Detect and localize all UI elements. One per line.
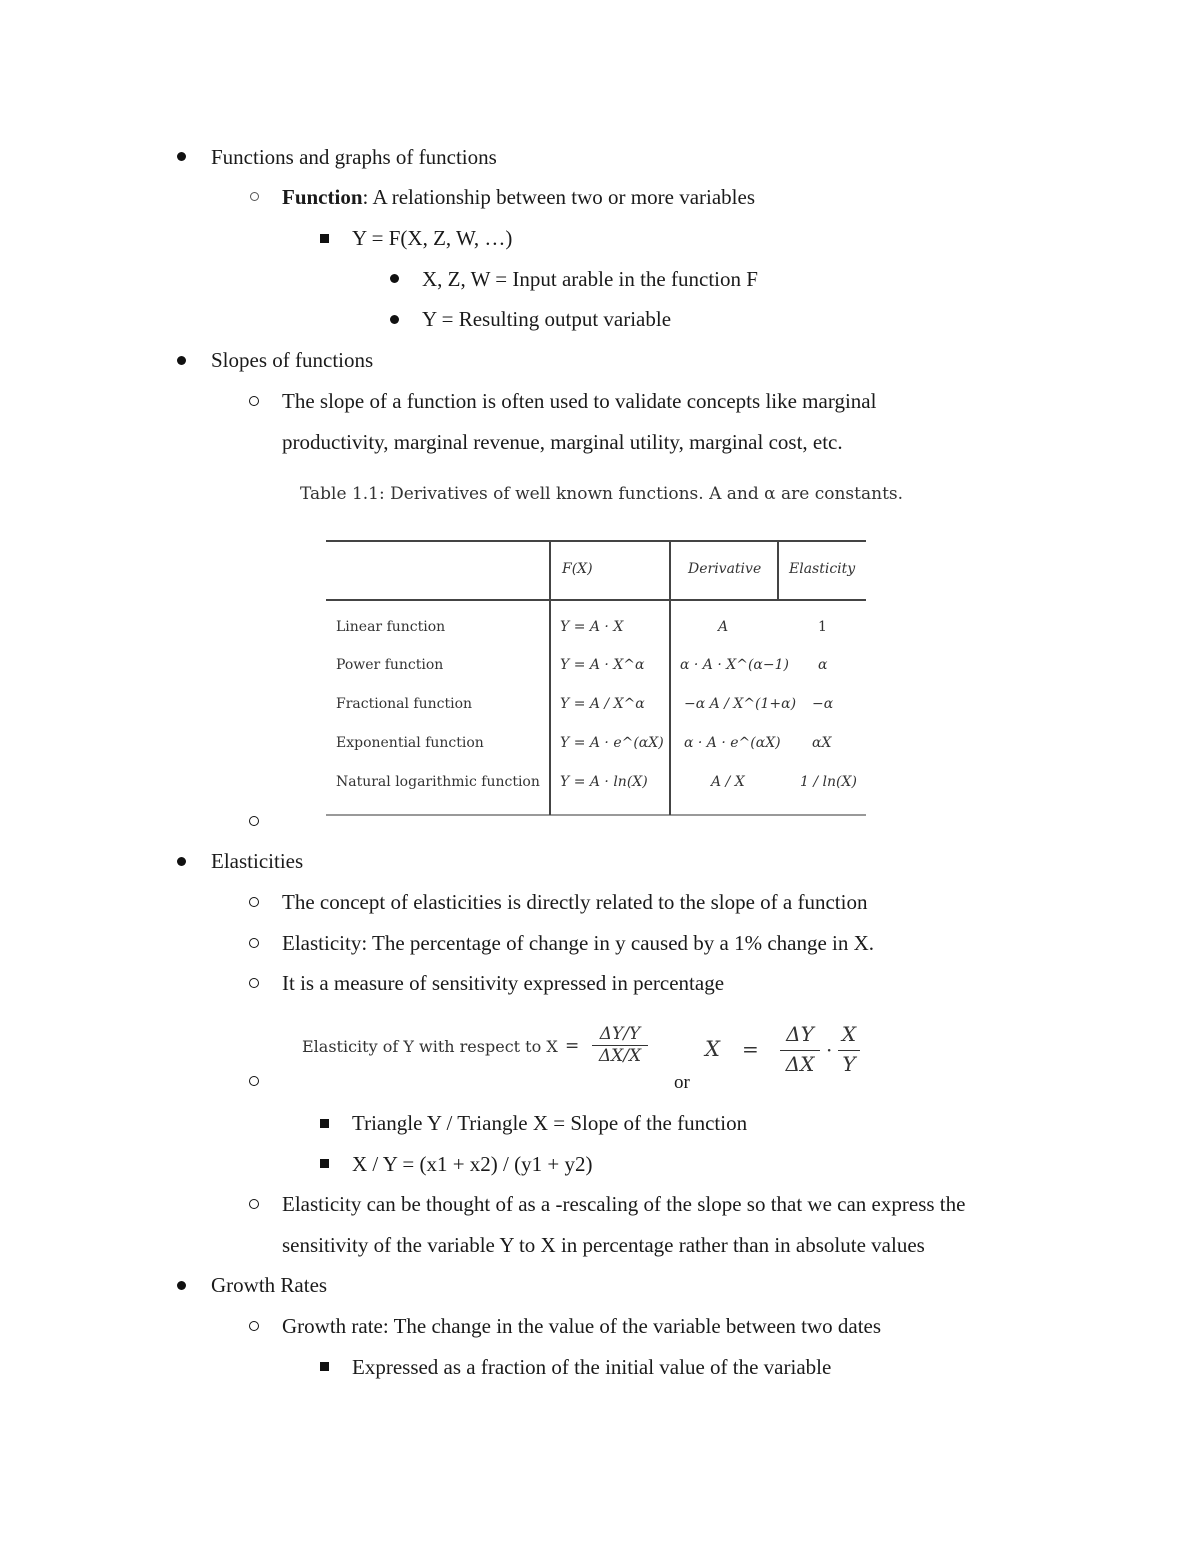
- table-col-divider: [549, 540, 551, 815]
- table-header: Derivative: [688, 561, 762, 577]
- table-cell-name: Natural logarithmic function: [336, 774, 540, 790]
- table-cell-name: Exponential function: [336, 735, 484, 751]
- elasticities-item: Elasticity: The percentage of change in y caused by a 1% change in X.: [282, 931, 875, 955]
- formula-equals: =: [565, 1036, 580, 1056]
- table-cell-derivative: A / X: [711, 774, 745, 790]
- bullet-dot: [390, 274, 399, 283]
- function-inputs: X, Z, W = Input arable in the function F: [422, 267, 758, 291]
- table-col-divider: [777, 540, 779, 599]
- fraction-bar: [780, 1050, 820, 1051]
- table-cell-name: Power function: [336, 657, 444, 673]
- function-definition: [282, 184, 755, 210]
- formula-numerator: ΔY: [786, 1022, 814, 1046]
- function-equation: Y = F(X, Z, W, …): [352, 226, 513, 250]
- table-cell-elasticity: α: [818, 657, 828, 673]
- bullet-square: [320, 1362, 329, 1371]
- formula-denominator: ΔX: [785, 1052, 815, 1076]
- formula-numerator: X: [841, 1022, 857, 1046]
- bullet-circle: [249, 816, 259, 826]
- elasticities-item: The concept of elasticities is directly related to the slope of a function: [282, 890, 868, 914]
- table-cell-derivative: α · A · X^(α−1): [680, 657, 789, 673]
- formula-x: X: [705, 1037, 720, 1061]
- bullet-circle: [250, 192, 259, 201]
- table-cell-name: Linear function: [336, 619, 446, 635]
- table-cell-elasticity: 1: [818, 619, 827, 635]
- elasticities-subitem: X / Y = (x1 + x2) / (y1 + y2): [352, 1152, 593, 1176]
- section-elasticities-title: Elasticities: [211, 849, 304, 873]
- table-col-divider: [669, 540, 671, 815]
- table-cell-name: Fractional function: [336, 696, 473, 712]
- bullet-dot: [177, 1281, 186, 1290]
- bullet-circle: [249, 897, 259, 907]
- table-header: Elasticity: [789, 561, 856, 577]
- table-rule-top: [326, 540, 866, 542]
- slopes-text-line1: The slope of a function is often used to validate concepts like marginal: [282, 389, 877, 413]
- table-header: F(X): [562, 561, 593, 577]
- bullet-dot: [177, 152, 186, 161]
- function-definition-text: : A relationship between two or more variables: [362, 185, 755, 209]
- table-rule-bottom: [326, 814, 866, 816]
- table-cell-elasticity: 1 / ln(X): [800, 774, 857, 790]
- formula-dot: ·: [826, 1038, 833, 1062]
- formula-equals: =: [742, 1037, 759, 1061]
- elasticities-subitem: Triangle Y / Triangle X = Slope of the function: [352, 1111, 748, 1135]
- table-cell-elasticity: −α: [812, 696, 834, 712]
- growth-item: Growth rate: The change in the value of the variable between two dates: [282, 1314, 882, 1338]
- bullet-square: [320, 1159, 329, 1168]
- formula-denominator: Y: [842, 1052, 856, 1076]
- function-term: Function: [282, 185, 363, 209]
- table-cell-fx: Y = A · e^(αX): [560, 735, 664, 751]
- table-cell-fx: Y = A · ln(X): [560, 774, 648, 790]
- table-cell-derivative: A: [718, 619, 729, 635]
- table-cell-fx: Y = A / X^α: [560, 696, 645, 712]
- growth-subitem: Expressed as a fraction of the initial value of the variable: [352, 1355, 832, 1379]
- bullet-dot: [177, 356, 186, 365]
- slopes-text-line2: productivity, marginal revenue, marginal utility, marginal cost, etc.: [282, 430, 843, 454]
- formula-lhs: Elasticity of Y with respect to X: [302, 1037, 558, 1056]
- bullet-circle: [249, 938, 259, 948]
- bullet-circle: [249, 1076, 259, 1086]
- function-output: Y = Resulting output variable: [422, 307, 672, 331]
- section-slopes-title: Slopes of functions: [211, 348, 374, 372]
- elasticities-item: It is a measure of sensitivity expressed in percentage: [282, 971, 725, 995]
- elasticities-item-line2: sensitivity of the variable Y to X in percentage rather than in absolute values: [282, 1233, 925, 1257]
- elasticities-item-line1: Elasticity can be thought of as a -rescaling of the slope so that we can express the: [282, 1192, 966, 1216]
- derivatives-table: [326, 540, 866, 816]
- bullet-circle: [249, 396, 259, 406]
- formula-or: or: [674, 1072, 690, 1093]
- bullet-square: [320, 1119, 329, 1128]
- fraction-bar: [838, 1050, 860, 1051]
- formula-numerator: ΔY/Y: [599, 1024, 641, 1044]
- table-cell-derivative: −α A / X^(1+α): [684, 696, 797, 712]
- table-cell-fx: Y = A · X: [560, 619, 624, 635]
- bullet-dot: [177, 857, 186, 866]
- bullet-dot: [390, 315, 399, 324]
- table-cell-derivative: α · A · e^(αX): [684, 735, 781, 751]
- bullet-square: [320, 234, 329, 243]
- section-growth-title: Growth Rates: [211, 1273, 328, 1297]
- bullet-circle: [249, 1199, 259, 1209]
- table-caption: Table 1.1: Derivatives of well known functions. A and α are constants.: [300, 484, 904, 504]
- table-cell-fx: Y = A · X^α: [560, 657, 645, 673]
- formula-denominator: ΔX/X: [598, 1046, 642, 1066]
- bullet-circle: [249, 1321, 259, 1331]
- table-cell-elasticity: αX: [812, 735, 832, 751]
- table-rule-header: [326, 599, 866, 601]
- section-functions-title: Functions and graphs of functions: [211, 145, 497, 169]
- bullet-circle: [249, 978, 259, 988]
